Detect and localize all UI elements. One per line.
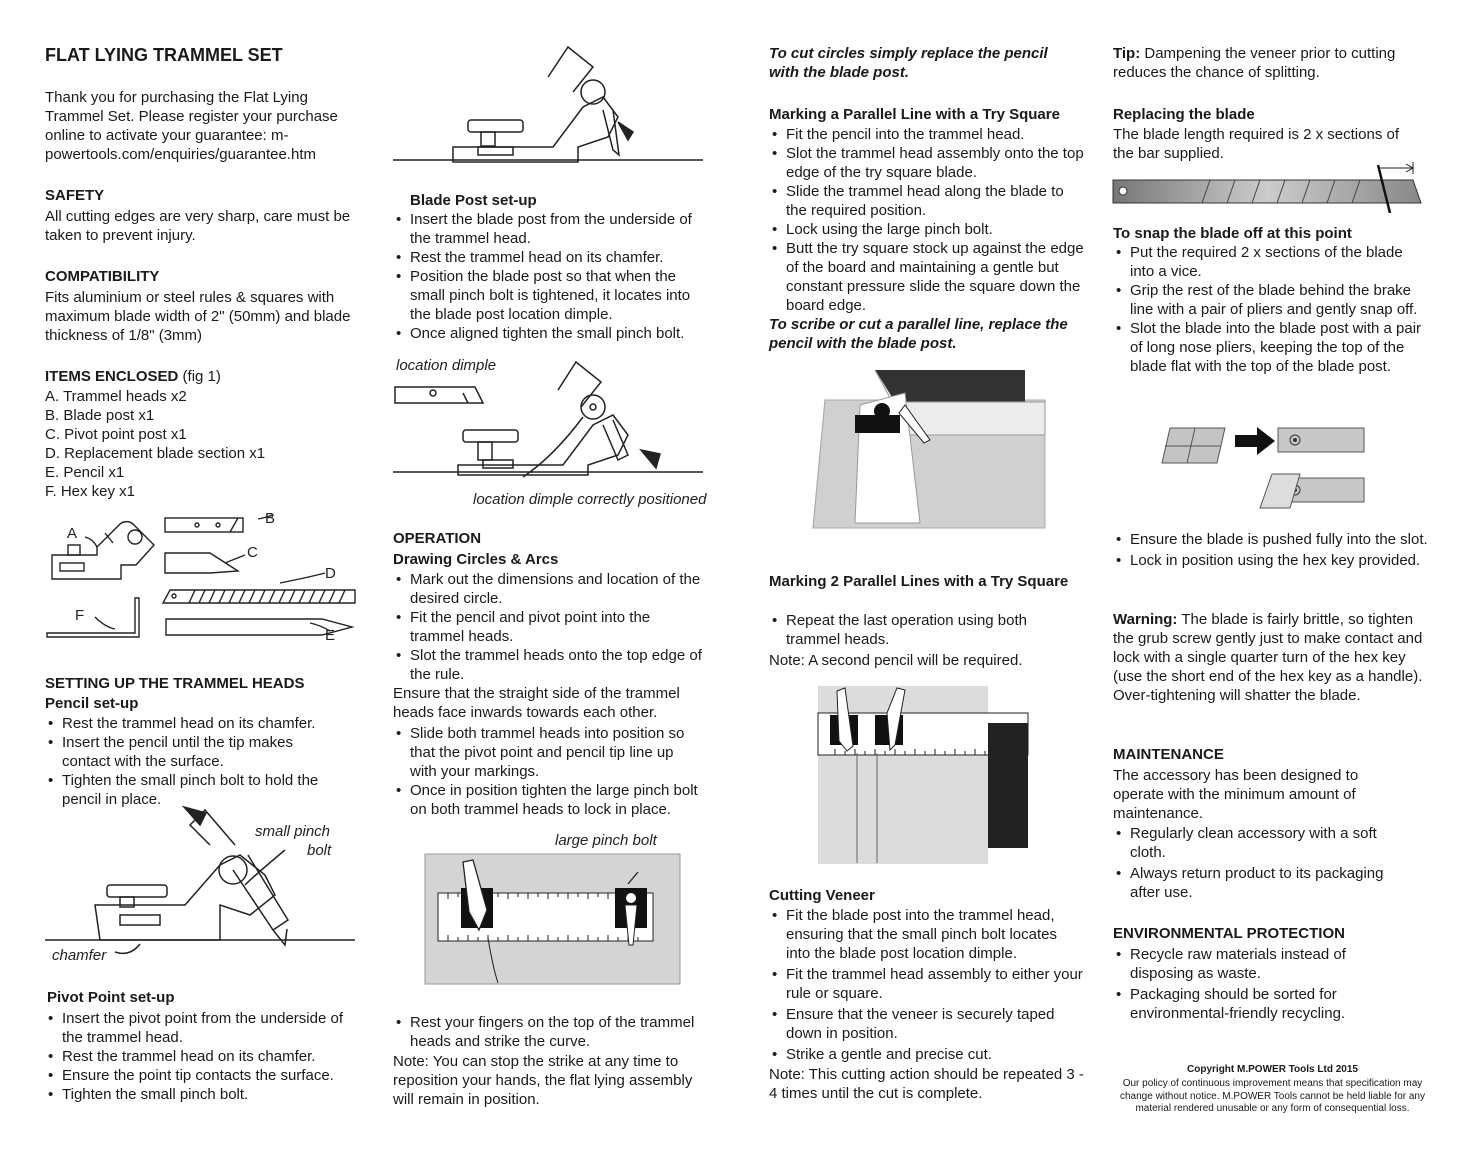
dimple-correct-label: location dimple correctly positioned xyxy=(473,491,707,508)
maintenance-steps xyxy=(1113,824,1413,902)
dimple-label: location dimple xyxy=(396,357,497,374)
list-item: • Always return product to its packaging after use. xyxy=(1113,864,1413,902)
setting-up-heading: SETTING UP THE TRAMMEL HEADS xyxy=(45,675,305,692)
pivot-steps xyxy=(45,1009,355,1104)
maintenance-heading: MAINTENANCE xyxy=(1113,746,1224,763)
snap-heading: To snap the blade off at this point xyxy=(1113,225,1352,242)
list-item: • Ensure that the veneer is securely taped down in position. xyxy=(769,1005,1084,1043)
veneer-steps xyxy=(769,906,1084,1064)
blade-insert-figure xyxy=(1160,420,1370,520)
list-item: D. Replacement blade section x1 xyxy=(45,445,266,462)
list-item: • Ensure the point tip contacts the surface. xyxy=(45,1066,355,1085)
list-item: • Packaging should be sorted for environmental-friendly recycling. xyxy=(1113,985,1413,1023)
list-item: • Insert the pencil until the tip makes contact with the surface. xyxy=(45,733,345,771)
list-item: • Slot the trammel heads onto the top edge of the rule. xyxy=(393,646,708,684)
pencil-setup-figure xyxy=(45,805,360,965)
items-fig-ref: (fig 1) xyxy=(178,368,221,385)
environmental-heading: ENVIRONMENTAL PROTECTION xyxy=(1113,925,1345,942)
list-item: • Slot the trammel head assembly onto the top edge of the try square blade. xyxy=(769,144,1084,182)
warning-label: Warning: xyxy=(1113,611,1178,628)
items-enclosed-figure xyxy=(40,505,370,650)
operation-heading: OPERATION xyxy=(393,530,482,547)
pinch-bolt-label-2: bolt xyxy=(307,842,332,859)
list-item: • Regularly clean accessory with a soft cloth. xyxy=(1113,824,1413,862)
safety-heading: SAFETY xyxy=(45,187,105,204)
list-item: • Slot the blade into the blade post with a pair of long nose pliers, keeping the top of the blade flat with the top of the blade post. xyxy=(1113,319,1428,376)
cut-circles-note: To cut circles simply replace the pencil with the blade post. xyxy=(769,45,1048,81)
fig-label-b: B xyxy=(265,510,276,527)
two-lines-note: Note: A second pencil will be required. xyxy=(769,652,1023,669)
ensure-steps xyxy=(1113,530,1428,570)
list-item: • Butt the try square stock up against the edge of the board and maintaining a gentle but constant pressure slide the square down the board edge. xyxy=(769,239,1084,315)
blade-length-figure xyxy=(1110,160,1430,218)
list-item: • Rest the trammel head on its chamfer. xyxy=(393,248,713,267)
veneer-note: Note: This cutting action should be repeated 3 - 4 times until the cut is complete. xyxy=(769,1066,1084,1102)
veneer-heading: Cutting Veneer xyxy=(769,887,875,904)
pinch-bolt-label-1: small pinch xyxy=(255,823,331,840)
list-item: C. Pivot point post x1 xyxy=(45,426,187,443)
pencil-setup-heading: Pencil set-up xyxy=(45,695,139,712)
environmental-steps xyxy=(1113,945,1413,1023)
parallel-heading: Marking a Parallel Line with a Try Square xyxy=(769,106,1060,123)
list-item: F. Hex key x1 xyxy=(45,483,136,500)
list-item: • Once in position tighten the large pinch bolt on both trammel heads to lock in place. xyxy=(393,781,703,819)
list-item: • Fit the trammel head assembly to either your rule or square. xyxy=(769,965,1084,1003)
fig-label-a: A xyxy=(67,525,78,542)
safety-text: All cutting edges are very sharp, care must be taken to prevent injury. xyxy=(45,208,351,244)
warning-text: The blade is fairly brittle, so tighten the grub screw gently just to make contact and lock with a single quarter turn of the hex key (use the short end of the hex key as a handle). Over-tightening will shatter the blade. xyxy=(1113,611,1423,704)
fig-label-c: C xyxy=(247,544,258,561)
list-item: E. Pencil x1 xyxy=(45,464,125,481)
blade-post-steps xyxy=(393,210,713,343)
list-item: • Rest your fingers on the top of the trammel heads and strike the curve. xyxy=(393,1013,703,1051)
try-square-figure xyxy=(800,365,1050,535)
page-title: FLAT LYING TRAMMEL SET xyxy=(45,45,283,65)
list-item: • Fit the pencil into the trammel head. xyxy=(769,125,1084,144)
maintenance-text: The accessory has been designed to operate with the minimum amount of maintenance. xyxy=(1113,767,1359,822)
fig-label-e: E xyxy=(325,627,336,644)
list-item: • Insert the blade post from the underside of the trammel head. xyxy=(393,210,713,248)
list-item: • Rest the trammel head on its chamfer. xyxy=(45,714,345,733)
fig-label-d: D xyxy=(325,565,336,582)
replacing-text: The blade length required is 2 x sections of the bar supplied. xyxy=(1113,126,1400,162)
pivot-setup-heading: Pivot Point set-up xyxy=(47,989,175,1006)
list-item: • Slide both trammel heads into position so that the pivot point and pencil tip line up with your markings. xyxy=(393,724,703,781)
warning-text-block xyxy=(1113,610,1431,705)
list-item: • Grip the rest of the blade behind the brake line with a pair of pliers and gently snap off. xyxy=(1113,281,1428,319)
items-heading: ITEMS ENCLOSED xyxy=(45,368,179,385)
list-item: B. Blade post x1 xyxy=(45,407,155,424)
large-pinch-label: large pinch bolt xyxy=(555,832,657,849)
list-item: • Strike a gentle and precise cut. xyxy=(769,1045,1084,1064)
list-item: • Repeat the last operation using both trammel heads. xyxy=(769,611,1069,649)
tip-text-block xyxy=(1113,44,1433,82)
blade-post-figure-1 xyxy=(393,42,708,167)
drawing-circles-figure xyxy=(393,830,693,995)
list-item: • Fit the pencil and pivot point into the trammel heads. xyxy=(393,608,708,646)
list-item: • Put the required 2 x sections of the blade into a vice. xyxy=(1113,243,1428,281)
two-lines-steps xyxy=(769,611,1069,649)
items-heading-line xyxy=(45,367,221,386)
list-item: • Ensure the blade is pushed fully into the slot. xyxy=(1113,530,1428,549)
list-item: • Mark out the dimensions and location of the desired circle. xyxy=(393,570,708,608)
list-item: • Once aligned tighten the small pinch bolt. xyxy=(393,324,713,343)
intro-text: Thank you for purchasing the Flat Lying Trammel Set. Please register your purchase online to activate your guarantee: m-powertools.com/enquiries/guarantee.htm xyxy=(45,89,338,163)
snap-steps xyxy=(1113,243,1428,376)
circles-steps xyxy=(393,570,708,684)
tip-label: Tip: xyxy=(1113,45,1141,62)
list-item: • Fit the blade post into the trammel head, ensuring that the small pinch bolt locates into the blade post location dimple. xyxy=(769,906,1084,963)
location-dimple-figure xyxy=(393,355,708,515)
list-item: • Tighten the small pinch bolt to hold the pencil in place. xyxy=(45,771,345,809)
list-item: • Insert the pivot point from the underside of the trammel head. xyxy=(45,1009,355,1047)
copyright-text: Copyright M.POWER Tools Ltd 2015 xyxy=(1187,1064,1358,1075)
rest-steps xyxy=(393,1013,703,1051)
list-item: • Slide the trammel head along the blade to the required position. xyxy=(769,182,1084,220)
two-lines-heading: Marking 2 Parallel Lines with a Try Square xyxy=(769,573,1069,590)
list-item: A. Trammel heads x2 xyxy=(45,388,187,405)
parallel-steps xyxy=(769,125,1084,315)
circles-heading: Drawing Circles & Arcs xyxy=(393,551,559,568)
chamfer-label: chamfer xyxy=(52,947,107,964)
two-parallel-lines-figure xyxy=(815,683,1035,868)
compatibility-text: Fits aluminium or steel rules & squares with maximum blade width of 2" (50mm) and blade thickness of 1/8" (3mm) xyxy=(45,289,351,344)
list-item: • Lock using the large pinch bolt. xyxy=(769,220,1084,239)
list-item: • Position the blade post so that when the small pinch bolt is tightened, it locates into the blade post location dimple. xyxy=(393,267,713,324)
items-list xyxy=(45,387,265,501)
fig-label-f: F xyxy=(75,607,85,624)
pencil-steps xyxy=(45,714,345,809)
list-item: • Recycle raw materials instead of disposing as waste. xyxy=(1113,945,1413,983)
scribe-note: To scribe or cut a parallel line, replace the pencil with the blade post. xyxy=(769,316,1068,352)
list-item: • Lock in position using the hex key provided. xyxy=(1113,551,1428,570)
slide-steps xyxy=(393,724,703,819)
list-item: • Tighten the small pinch bolt. xyxy=(45,1085,355,1104)
note-text: Note: You can stop the strike at any time to reposition your hands, the flat lying assembly will remain in position. xyxy=(393,1053,693,1108)
blade-post-heading: Blade Post set-up xyxy=(410,192,537,209)
policy-text: Our policy of continuous improvement means that specification may change without notice. M.POWER Tools cannot be held liable for any material rendered unusable or any form of consequential loss. xyxy=(1120,1078,1425,1114)
replacing-heading: Replacing the blade xyxy=(1113,106,1255,123)
ensure-text: Ensure that the straight side of the trammel heads face inwards towards each other. xyxy=(393,685,680,721)
tip-text: Dampening the veneer prior to cutting reduces the chance of splitting. xyxy=(1113,45,1396,81)
list-item: • Rest the trammel head on its chamfer. xyxy=(45,1047,355,1066)
compatibility-heading: COMPATIBILITY xyxy=(45,268,160,285)
